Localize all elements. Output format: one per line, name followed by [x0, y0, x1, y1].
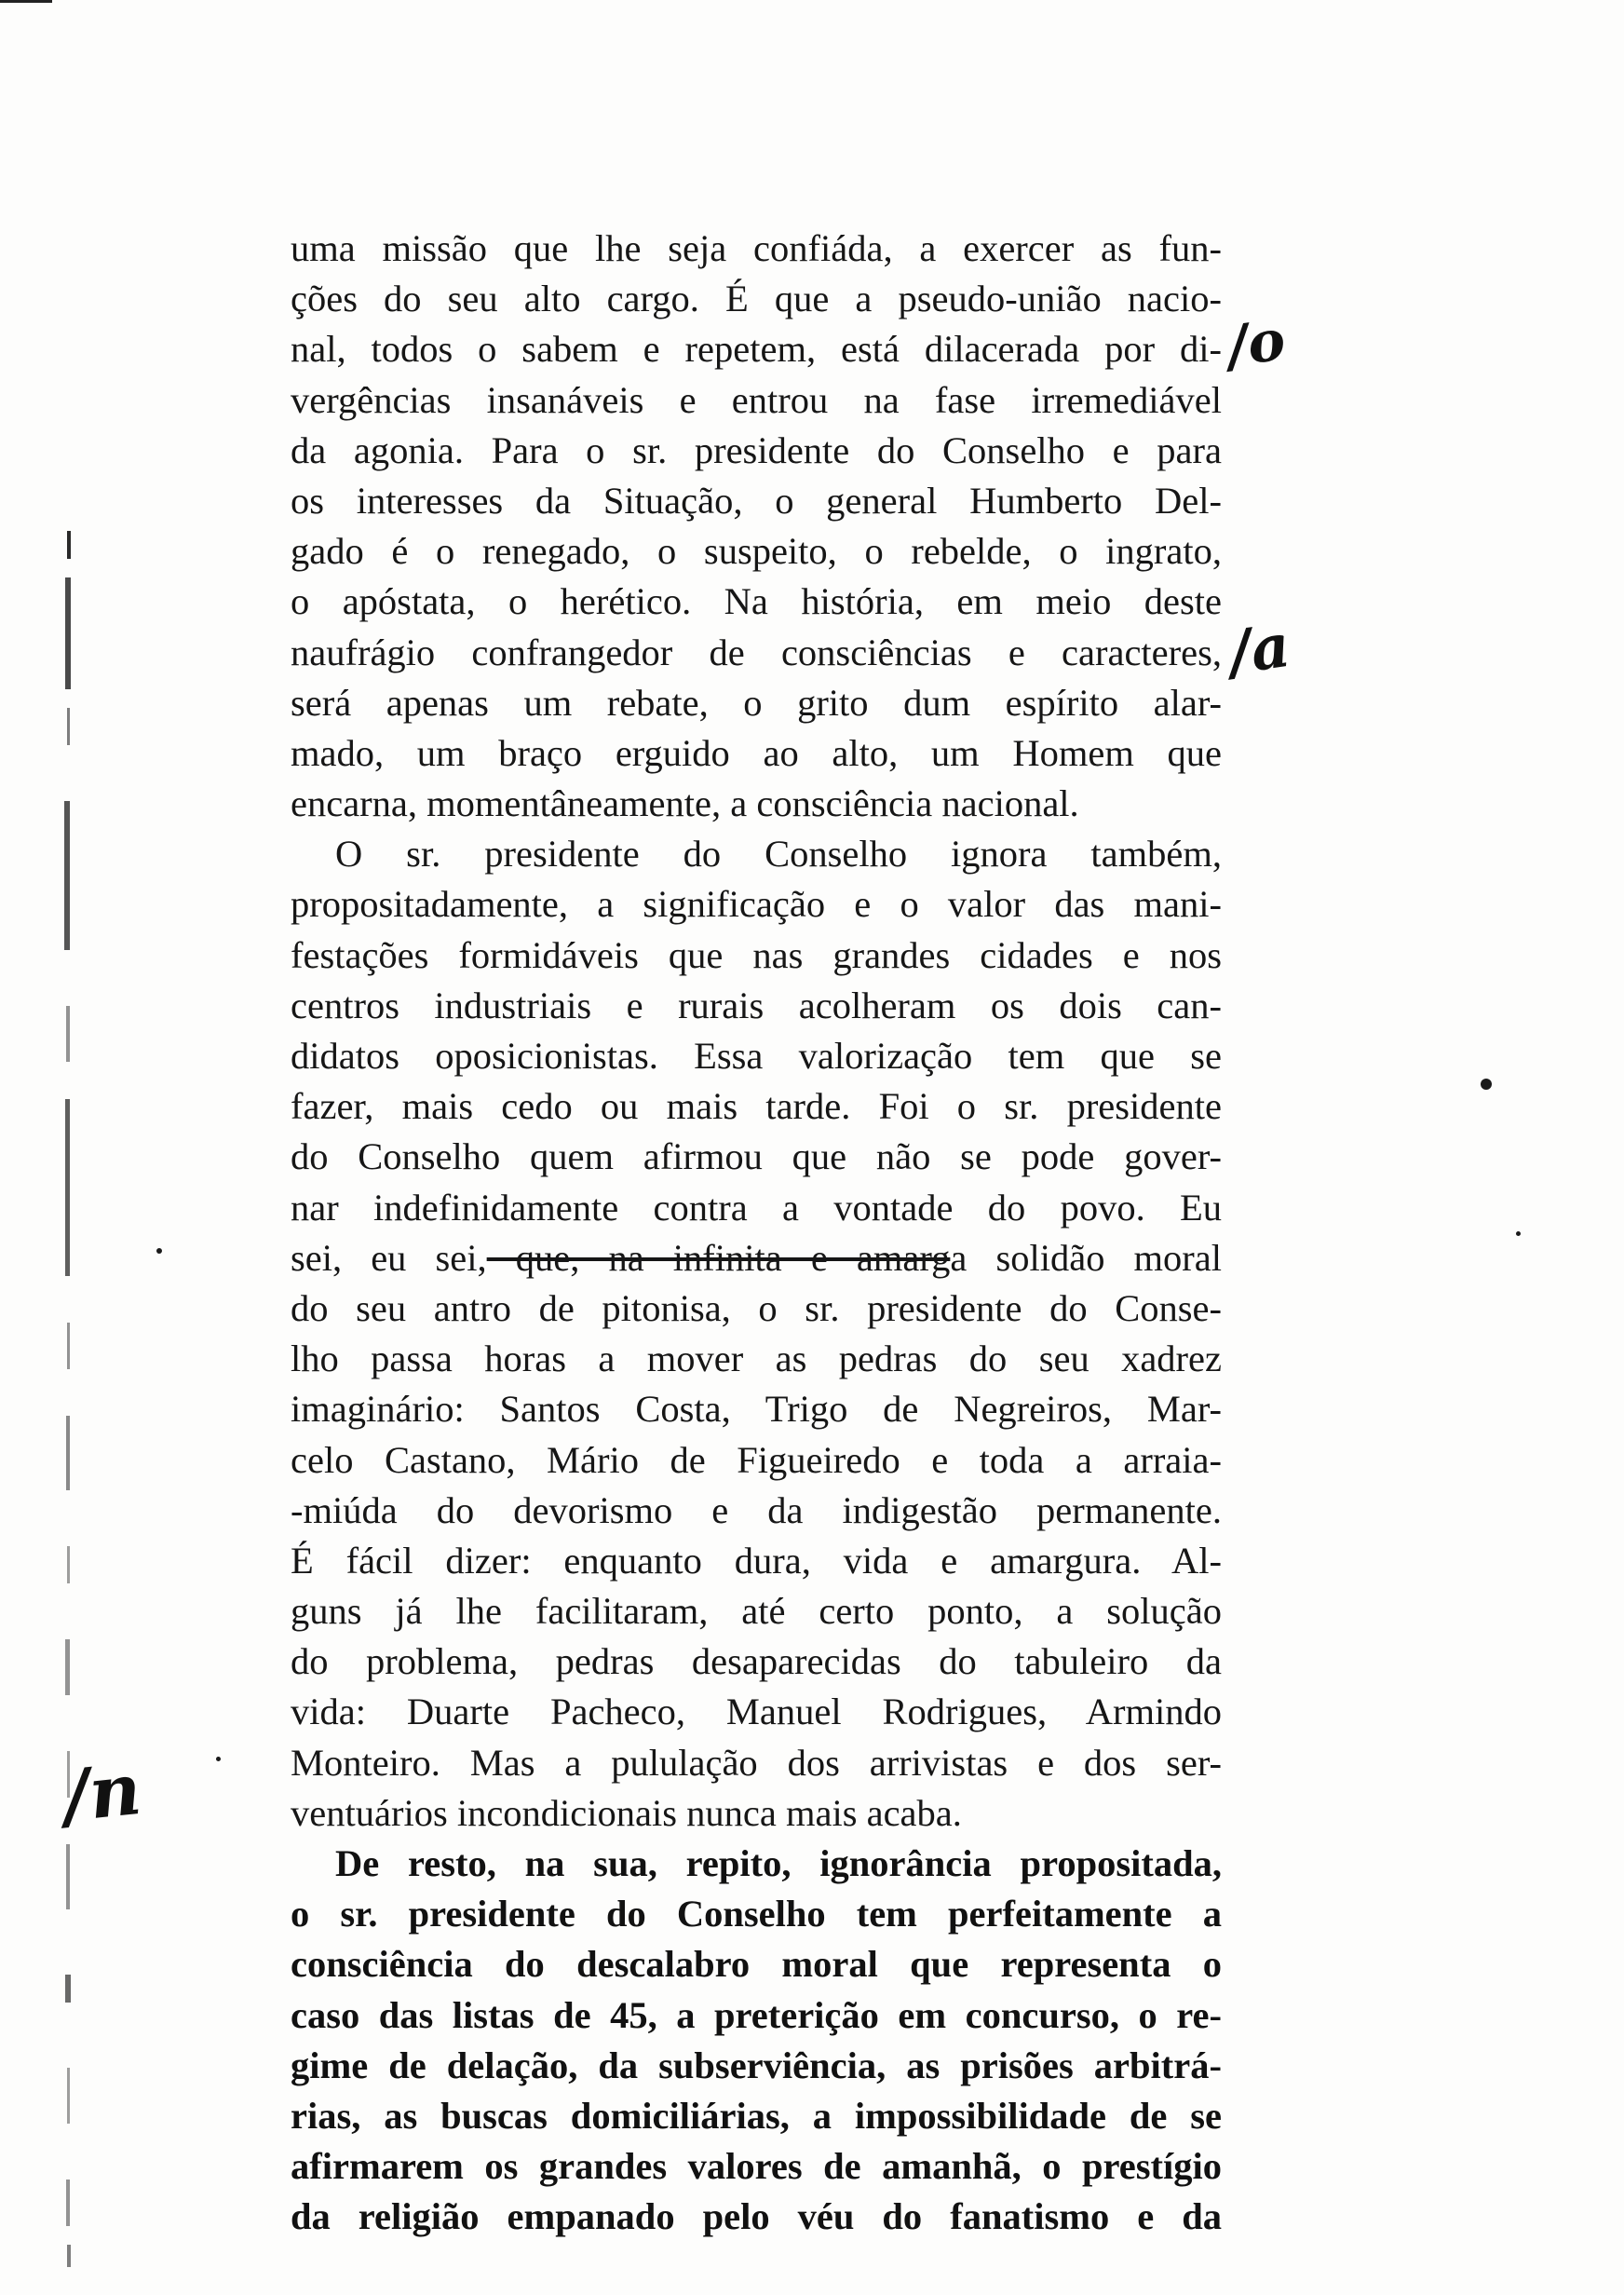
text-line: encarna, momentâneamente, a consciência nacional. — [291, 782, 1079, 825]
text-line: didatos oposicionistas. Essa valorização tem que se — [291, 1035, 1222, 1077]
text-line: guns já lhe facilitaram, até certo ponto, a solução — [291, 1590, 1222, 1633]
text-line: ventuários incondicionais nunca mais acaba. — [291, 1791, 962, 1834]
text-line: festações formidáveis que nas grandes cidades e nos — [291, 933, 1222, 976]
handwritten-margin-note: /o — [1223, 307, 1290, 380]
text-line: caso das listas de 45, a preterição em concurso, o re- — [291, 1993, 1222, 2036]
text-line: Monteiro. Mas a pululação dos arrivistas e dos ser- — [291, 1741, 1222, 1784]
text-line-with-strikethrough — [291, 1233, 1222, 1283]
ink-dot — [1516, 1231, 1521, 1236]
text-line: rias, as buscas domiciliárias, a impossibilidade de se — [291, 2094, 1222, 2137]
text-line: do Conselho quem afirmou que não se pode gover- — [291, 1135, 1222, 1178]
text-line: lho passa horas a mover as pedras do seu xadrez — [291, 1338, 1222, 1380]
text-line: vida: Duarte Pacheco, Manuel Rodrigues, Armindo — [291, 1691, 1222, 1733]
scan-corner-mark — [0, 0, 52, 3]
struck-text: que, na infinita e amarg — [486, 1236, 951, 1279]
text-line: mado, um braço erguido ao alto, um Homem que — [291, 731, 1222, 774]
handwritten-margin-note: /a — [1225, 610, 1294, 689]
paragraph-start-line: De resto, na sua, repito, ignorância propositada, — [335, 1842, 1222, 1884]
text-line: gado é o renegado, o suspeito, o rebelde, o ingrato, — [291, 530, 1222, 573]
text-line: imaginário: Santos Costa, Trigo de Negreiros, Mar- — [291, 1388, 1222, 1431]
text-line: celo Castano, Mário de Figueiredo e toda a arraia- — [291, 1438, 1222, 1481]
text-line: será apenas um rebate, o grito dum espírito alar- — [291, 681, 1222, 724]
text-line: da religião empanado pelo véu do fanatismo e da — [291, 2195, 1222, 2238]
text-line: -miúda do devorismo e da indigestão permanente. — [291, 1488, 1222, 1531]
text-line: nal, todos o sabem e repetem, está dilacerada por di- — [291, 328, 1222, 371]
text-line: propositadamente, a significação e o valor das mani- — [291, 883, 1222, 926]
text-line: da agonia. Para o sr. presidente do Conselho e para — [291, 428, 1222, 471]
text-line: do seu antro de pitonisa, o sr. presidente do Conse- — [291, 1286, 1222, 1329]
text-line: do problema, pedras desaparecidas do tabuleiro da — [291, 1640, 1222, 1683]
text-line: fazer, mais cedo ou mais tarde. Foi o sr. presidente — [291, 1085, 1222, 1128]
ink-dot — [1481, 1079, 1492, 1090]
text-line: o apóstata, o herético. Na história, em meio deste — [291, 580, 1222, 623]
text-line: naufrágio confrangedor de consciências e caracteres, — [291, 631, 1222, 673]
ink-dot — [216, 1757, 221, 1761]
text-line: vergências insanáveis e entrou na fase irremediável — [291, 378, 1222, 421]
text-line: centros industriais e rurais acolheram os dois can- — [291, 984, 1222, 1026]
text-line: consciência do descalabro moral que representa o — [291, 1943, 1222, 1986]
handwritten-margin-note: /n — [59, 1746, 145, 1839]
text-line: É fácil dizer: enquanto dura, vida e amargura. Al- — [291, 1539, 1222, 1582]
text-line: ções do seu alto cargo. É que a pseudo-união nacio- — [291, 278, 1222, 320]
text-segment: sei, eu sei, — [291, 1236, 487, 1279]
text-segment: a solidão moral — [950, 1236, 1223, 1279]
text-line: uma missão que lhe seja confiáda, a exercer as fun- — [291, 227, 1222, 269]
text-line: gime de delação, da subserviência, as prisões arbitrá- — [291, 2044, 1222, 2086]
binding-edge-specks — [56, 522, 130, 2273]
paragraph-start-line: O sr. presidente do Conselho ignora também, — [335, 833, 1222, 876]
text-line: afirmarem os grandes valores de amanhã, o prestígio — [291, 2145, 1222, 2188]
text-line: nar indefinidamente contra a vontade do povo. Eu — [291, 1186, 1222, 1229]
ink-dot — [156, 1248, 162, 1254]
text-line: os interesses da Situação, o general Humberto Del- — [291, 479, 1222, 522]
text-line: o sr. presidente do Conselho tem perfeitamente a — [291, 1893, 1222, 1935]
body-text — [291, 224, 1222, 2243]
